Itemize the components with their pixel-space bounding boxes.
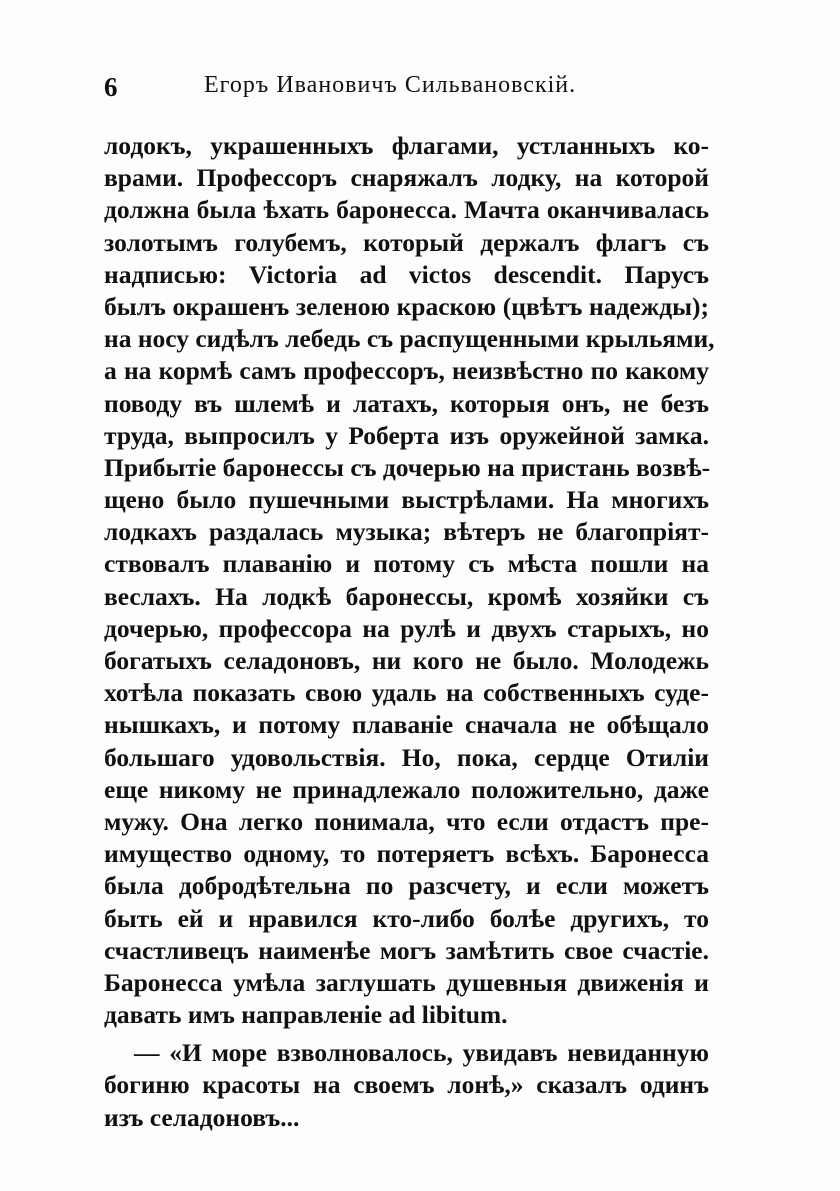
text-line: мужу. Она легко понимала, что если отдастъ пре- [104,806,709,836]
text-line: изъ селадоновъ... [104,1102,300,1132]
text-line: имущество одному, то потеряетъ всѣхъ. Баронесса [104,839,709,869]
text-line: былъ окрашенъ зеленою краскою (цвѣтъ надежды); [104,291,709,321]
text-line: еще никому не принадлежало положительно, даже [104,774,709,804]
text-line: веслахъ. На лодкѣ баронессы, кромѣ хозяйки съ [104,581,709,611]
text-line: богатыхъ селадоновъ, ни кого не было. Молодежь [104,646,709,675]
text-line: должна была ѣхать баронесса. Мачта оканчивалась [104,195,709,225]
page-header [104,72,709,106]
text-line: ствовалъ плаванію и потому съ мѣста пошли на [104,549,709,579]
text-line: быть ей и нравился кто-либо болѣе другихъ, то [104,903,709,933]
text-line: труда, выпросилъ у Роберта изъ оружейной замка. [104,420,709,450]
text-line: а на кормѣ самъ профессоръ, неизвѣстно по какому [104,356,709,386]
text-line: — «И море взволновалось, увидавъ невиданную [134,1038,709,1068]
text-line: золотымъ голубемъ, который держалъ флагъ съ [104,227,709,257]
text-line: лодкахъ раздалась музыка; вѣтеръ не благопріят- [104,517,709,547]
text-line: на носу сидѣлъ лебедь съ распущенными крыльями, [104,324,715,354]
text-line: была добродѣтельна по разсчету, и если можетъ [104,871,709,901]
text-line: врами. Профессоръ снаряжалъ лодку, на которой [104,163,709,193]
text-line: нышкахъ, и потому плаваніе сначала не обѣщало [104,710,709,740]
text-line: большаго удовольствія. Но, пока, сердце Отиліи [104,742,709,772]
text-line: поводу въ шлемѣ и латахъ, которыя онъ, не безъ [104,388,709,418]
body-text [104,130,715,1134]
text-line: счастливецъ наименѣе могъ замѣтить свое счастіе. [104,935,709,965]
text-line: богиню красоты на своемъ лонѣ,» сказалъ одинъ [104,1070,709,1100]
page-number: 6 [104,72,118,102]
text-line: дочерью, профессора на рулѣ и двухъ старыхъ, но [104,613,709,643]
paragraph [104,130,715,1031]
text-line: лодокъ, украшенныхъ флагами, устланныхъ ко- [104,131,709,160]
text-line: хотѣла показать свою удаль на собственныхъ суде- [104,678,709,708]
text-line: надписью: Victoria ad victos descendit. Парусъ [104,259,709,289]
text-line: Прибытіе баронессы съ дочерью на пристань возвѣ- [104,452,711,482]
paragraph [104,1037,709,1134]
text-line: давать имъ направленіе ad libitum. [104,1000,508,1030]
text-line: Баронесса умѣла заглушать душевныя движенія и [104,967,709,997]
text-line: щено было пушечными выстрѣлами. На многихъ [104,485,709,515]
running-title: Егоръ Ивановичъ Сильвановскій. [204,72,577,98]
